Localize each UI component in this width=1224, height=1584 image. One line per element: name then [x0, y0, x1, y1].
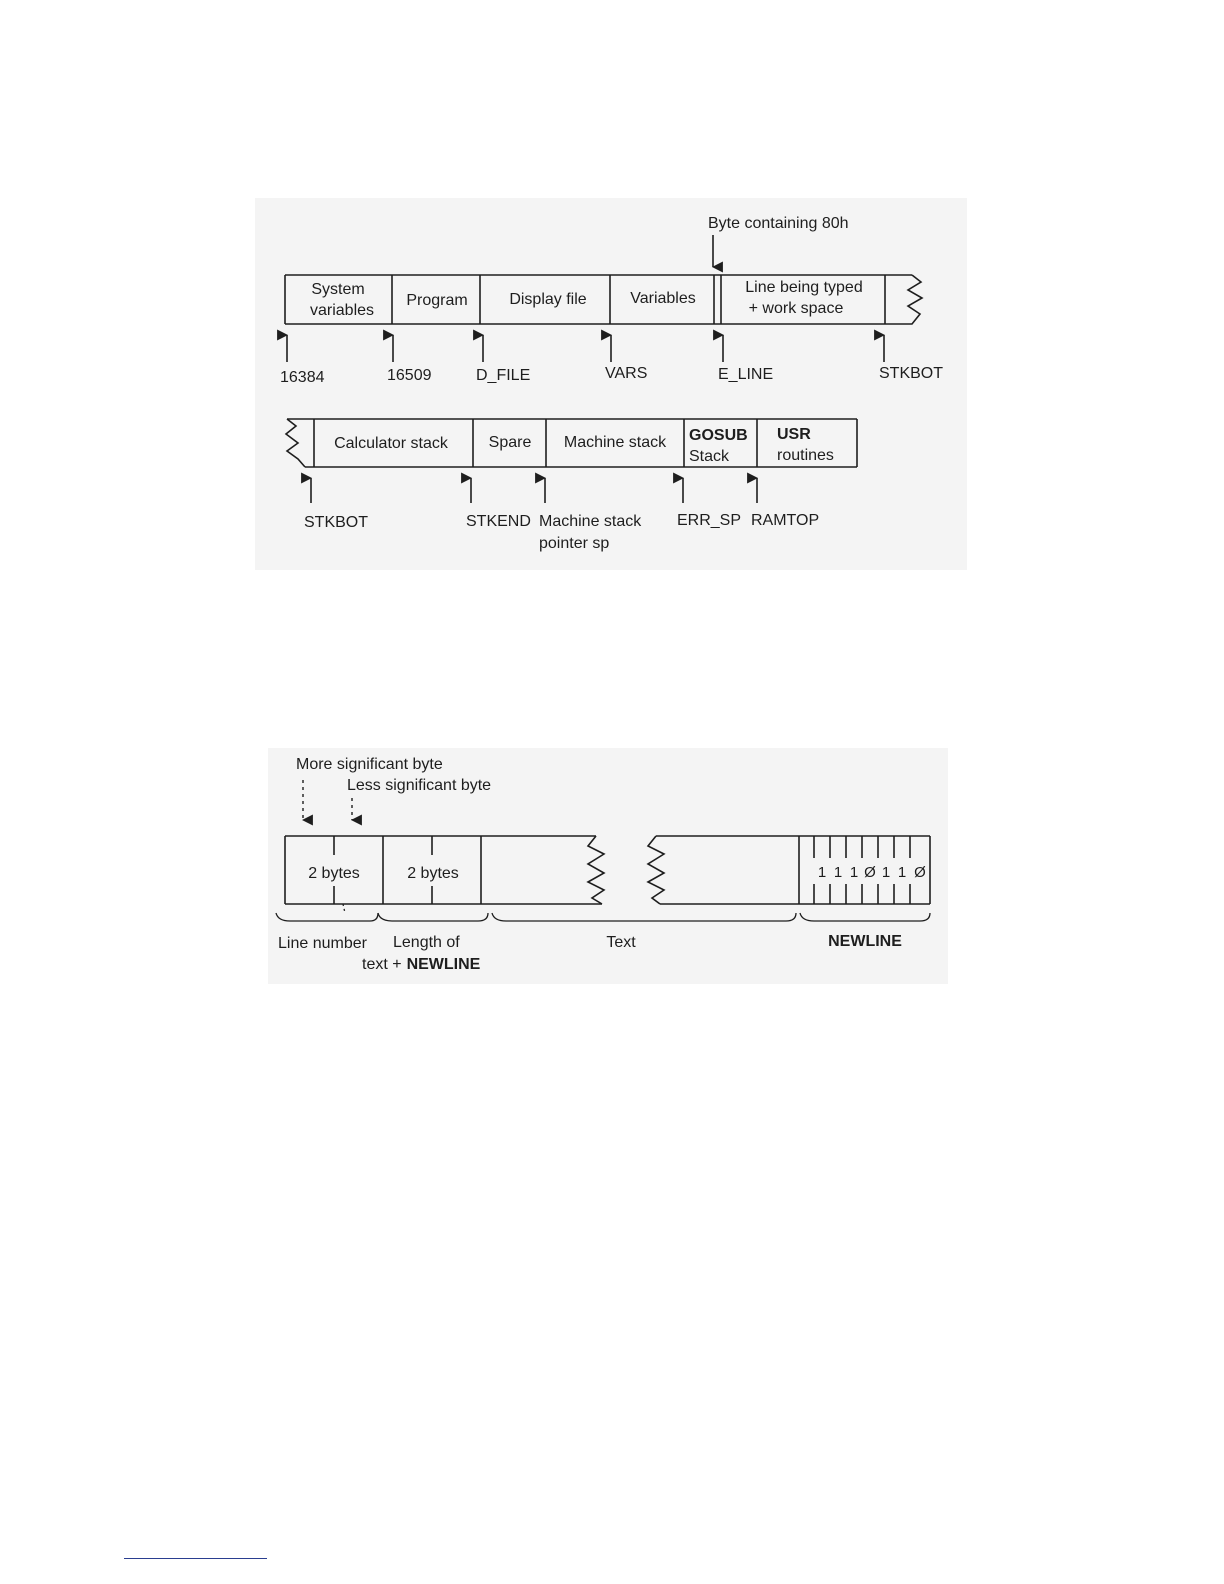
label-length-of: Length of — [393, 934, 460, 951]
pointer-stkbot-row1: STKBOT — [879, 365, 944, 382]
cell-length-bytes: 2 bytes — [407, 865, 459, 882]
cell-spare: Spare — [488, 434, 532, 451]
cell-usr-title: USR — [777, 426, 811, 443]
byte-pointer-arrows — [303, 780, 352, 820]
newline-bit-1: 1 — [817, 864, 827, 881]
break-zigzag-row2 — [286, 419, 305, 467]
cell-line-being-typed-line1: Line being typed — [745, 279, 863, 296]
cell-machine-stack: Machine stack — [563, 434, 667, 451]
newline-bit-7: Ø — [914, 864, 926, 881]
break-zigzag-right — [648, 836, 664, 904]
pointer-16509: 16509 — [387, 367, 432, 384]
pointer-stkbot-row2: STKBOT — [304, 514, 369, 531]
label-text-plus: text + — [362, 956, 402, 973]
break-zigzag-row1 — [885, 275, 922, 324]
cell-gosub-title: GOSUB — [689, 427, 748, 444]
row2-pointer-arrows — [311, 478, 757, 503]
newline-bit-2: 1 — [833, 864, 843, 881]
label-newline-bold: NEWLINE — [406, 956, 481, 973]
pointer-e-line: E_LINE — [718, 366, 774, 383]
label-text-plus-newline — [362, 956, 481, 973]
pointer-machine-sp-line2: pointer sp — [539, 535, 610, 552]
newline-bits — [818, 864, 926, 881]
label-text: Text — [606, 934, 636, 951]
cell-gosub-sub: Stack — [689, 448, 730, 465]
break-zigzag-left — [588, 836, 604, 904]
cell-display-file: Display file — [509, 291, 587, 308]
pointer-16384: 16384 — [280, 369, 325, 386]
pointer-ramtop: RAMTOP — [751, 512, 820, 529]
cell-line-number-bytes: 2 bytes — [308, 865, 360, 882]
newline-bit-3: 1 — [849, 864, 859, 881]
segment-braces — [276, 904, 930, 921]
cell-program: Program — [406, 292, 468, 309]
newline-bit-6: 1 — [897, 864, 907, 881]
label-line-number: Line number — [278, 935, 367, 952]
label-newline: NEWLINE — [828, 933, 902, 950]
pointer-vars: VARS — [605, 365, 648, 382]
pointer-stkend: STKEND — [466, 513, 531, 530]
newline-bit-4: Ø — [864, 864, 876, 881]
cell-line-being-typed-line2: + work space — [748, 300, 844, 317]
pointer-err-sp: ERR_SP — [677, 512, 742, 529]
byte-marker-label: Byte containing 80h — [708, 215, 849, 232]
cell-system-variables-line2: variables — [309, 302, 375, 319]
pointer-d-file: D_FILE — [476, 367, 531, 384]
more-significant-label: More significant byte — [296, 756, 443, 773]
footnote-rule — [124, 1558, 267, 1559]
cell-calculator-stack: Calculator stack — [334, 435, 448, 452]
cell-usr-sub: routines — [777, 447, 834, 464]
pointer-machine-sp-line1: Machine stack — [539, 513, 642, 530]
newline-bit-5: 1 — [881, 864, 891, 881]
cell-system-variables-line1: System — [311, 281, 365, 298]
less-significant-label: Less significant byte — [347, 777, 492, 794]
cell-variables: Variables — [630, 290, 696, 307]
row1-pointer-arrows — [287, 335, 884, 362]
